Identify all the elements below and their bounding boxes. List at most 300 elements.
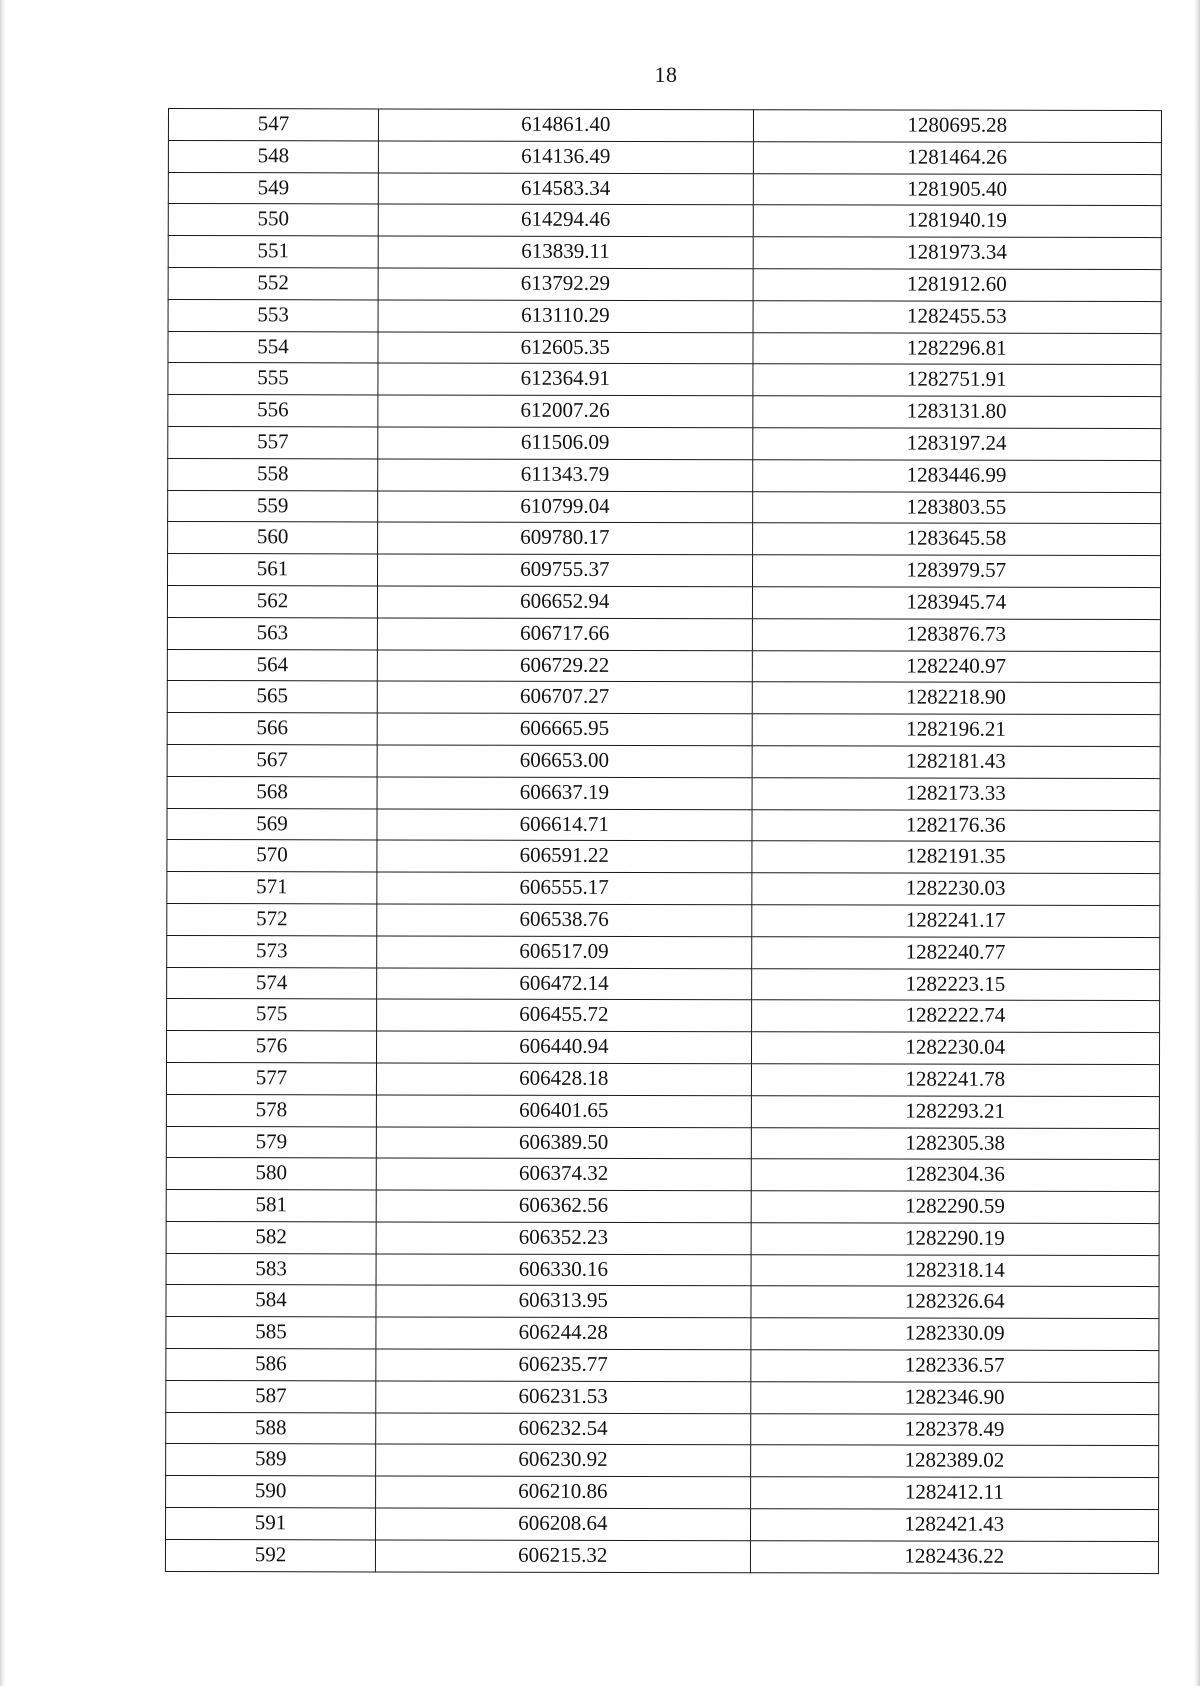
y-coordinate-cell [752, 396, 1160, 429]
point-number-cell [166, 1349, 376, 1381]
table-row [167, 840, 1160, 874]
y-coordinate-cell [752, 777, 1160, 810]
x-coordinate-cell [377, 904, 752, 937]
y-coordinate-cell [750, 1509, 1158, 1542]
y-coordinate-cell [751, 1095, 1159, 1128]
point-number-cell [167, 744, 377, 776]
cell-text: 587 [255, 1383, 287, 1408]
y-coordinate-cell [751, 873, 1159, 906]
cell-text: 558 [256, 460, 289, 486]
cell-text: 611343.79 [520, 461, 610, 486]
cell-text: 606653.00 [519, 747, 610, 772]
cell-text: 606717.66 [520, 620, 610, 645]
coordinate-table [165, 108, 1162, 1574]
x-coordinate-cell [378, 522, 753, 555]
point-number-cell [168, 458, 378, 490]
table-row [168, 236, 1161, 270]
cell-text: 1282181.43 [906, 748, 1006, 773]
cell-text: 560 [256, 524, 289, 549]
point-number-cell [167, 935, 377, 967]
point-number-cell [167, 649, 377, 681]
table-row [167, 585, 1160, 619]
y-coordinate-cell [751, 841, 1159, 874]
cell-text: 606232.54 [518, 1415, 608, 1440]
cell-text: 610799.04 [520, 493, 610, 518]
x-coordinate-cell [376, 1190, 751, 1223]
cell-text: 573 [255, 937, 288, 962]
y-coordinate-cell [751, 936, 1159, 969]
table-row [167, 967, 1160, 1001]
cell-text: 567 [256, 747, 288, 772]
y-coordinate-cell [751, 1223, 1159, 1256]
y-coordinate-cell [753, 205, 1161, 238]
x-coordinate-cell [377, 618, 752, 651]
point-number-cell [166, 1444, 376, 1476]
table-row [167, 617, 1160, 651]
x-coordinate-cell [377, 999, 752, 1032]
point-number-cell [165, 1539, 375, 1571]
point-number-cell [166, 1094, 376, 1126]
cell-text: 614136.49 [521, 143, 611, 168]
x-coordinate-cell [376, 1063, 751, 1096]
x-coordinate-cell [377, 777, 752, 810]
x-coordinate-cell [376, 1381, 751, 1414]
table-row [168, 204, 1161, 238]
cell-text: 606455.72 [519, 1002, 609, 1027]
x-coordinate-cell [377, 967, 752, 1000]
cell-text: 584 [255, 1287, 287, 1312]
cell-text: 552 [257, 270, 289, 295]
x-coordinate-cell [377, 936, 752, 969]
x-coordinate-cell [377, 872, 752, 905]
y-coordinate-cell [752, 809, 1160, 842]
cell-text: 1282196.21 [906, 716, 1006, 741]
scan-edge-right [1194, 0, 1200, 1686]
x-coordinate-cell [378, 204, 753, 237]
table-row [167, 999, 1160, 1033]
cell-text: 1283979.57 [906, 557, 1007, 582]
cell-text: 612605.35 [520, 334, 610, 359]
y-coordinate-cell [753, 110, 1161, 143]
x-coordinate-cell [376, 1476, 751, 1509]
point-number-cell [168, 236, 378, 268]
cell-text: 1282230.03 [905, 875, 1006, 900]
cell-text: 1282230.04 [905, 1034, 1006, 1059]
cell-text: 1281912.60 [907, 271, 1007, 296]
cell-text: 613110.29 [521, 302, 610, 327]
cell-text: 1282318.14 [904, 1257, 1005, 1282]
cell-text: 606330.16 [518, 1256, 609, 1281]
y-coordinate-cell [752, 491, 1160, 524]
point-number-cell [166, 1412, 376, 1444]
table-row [166, 1317, 1159, 1351]
scan-edge-left [0, 0, 6, 1686]
cell-text: 1282296.81 [906, 335, 1007, 360]
cell-text: 557 [257, 429, 289, 454]
y-coordinate-cell [750, 1350, 1158, 1383]
point-number-cell [167, 713, 377, 745]
y-coordinate-cell [751, 1159, 1159, 1192]
cell-text: 565 [256, 683, 289, 708]
point-number-cell [168, 140, 378, 172]
point-number-cell [168, 426, 378, 458]
cell-text: 1282378.49 [904, 1416, 1005, 1441]
cell-text: 1282240.97 [906, 653, 1007, 678]
point-number-cell [166, 1126, 376, 1158]
y-coordinate-cell [753, 173, 1161, 206]
table-row [168, 331, 1161, 365]
cell-text: 574 [255, 969, 288, 994]
point-number-cell [166, 1285, 376, 1317]
cell-text: 570 [256, 842, 288, 867]
y-coordinate-cell [752, 714, 1160, 747]
cell-text: 568 [256, 778, 288, 803]
x-coordinate-cell [378, 109, 753, 142]
y-coordinate-cell [752, 459, 1160, 492]
table-row [166, 1190, 1159, 1224]
cell-text: 1283446.99 [906, 462, 1007, 487]
table-row [166, 1253, 1159, 1287]
cell-text: 1282326.64 [904, 1289, 1005, 1314]
table-row [167, 1031, 1160, 1065]
table-row [168, 522, 1161, 556]
point-number-cell [168, 490, 378, 522]
point-number-cell [168, 204, 378, 236]
cell-text: 606230.92 [518, 1447, 608, 1472]
x-coordinate-cell [378, 459, 753, 492]
x-coordinate-cell [378, 427, 753, 460]
y-coordinate-cell [750, 1445, 1158, 1478]
table-row [168, 109, 1161, 143]
cell-text: 606215.32 [518, 1542, 608, 1567]
x-coordinate-cell [378, 332, 753, 365]
table-row [165, 1539, 1158, 1573]
cell-text: 556 [257, 397, 289, 422]
x-coordinate-cell [377, 713, 752, 746]
cell-text: 1282305.38 [905, 1130, 1006, 1155]
x-coordinate-cell [376, 1222, 751, 1255]
cell-text: 606235.77 [518, 1351, 608, 1377]
cell-text: 613792.29 [520, 270, 611, 295]
table-row [167, 713, 1160, 747]
table-row [166, 1221, 1159, 1255]
table-row [168, 554, 1161, 588]
cell-text: 614583.34 [520, 175, 611, 200]
x-coordinate-cell [378, 554, 753, 587]
table-row [168, 395, 1161, 429]
cell-text: 1283876.73 [906, 621, 1007, 646]
y-coordinate-cell [752, 587, 1160, 620]
cell-text: 1281464.26 [907, 144, 1008, 169]
table-row [166, 1126, 1159, 1160]
table-row [168, 267, 1161, 301]
y-coordinate-cell [751, 1191, 1159, 1224]
cell-text: 566 [256, 715, 289, 740]
x-coordinate-cell [377, 1031, 752, 1064]
table-row [167, 744, 1160, 778]
y-coordinate-cell [753, 332, 1161, 365]
y-coordinate-cell [751, 1286, 1159, 1319]
point-number-cell [168, 395, 378, 427]
cell-text: 563 [256, 619, 289, 645]
point-number-cell [167, 776, 377, 808]
cell-text: 592 [254, 1542, 287, 1567]
cell-text: 606374.32 [518, 1161, 609, 1186]
cell-text: 606538.76 [519, 906, 609, 931]
cell-text: 561 [256, 556, 289, 581]
x-coordinate-cell [377, 840, 752, 873]
table-row [167, 935, 1160, 969]
cell-text: 549 [257, 174, 290, 199]
point-number-cell [166, 1508, 376, 1540]
point-number-cell [167, 1031, 377, 1063]
point-number-cell [168, 299, 378, 331]
cell-text: 1282241.78 [905, 1066, 1006, 1091]
point-number-cell [167, 967, 377, 999]
cell-text: 606652.94 [520, 588, 610, 613]
cell-text: 606665.95 [519, 715, 610, 741]
point-number-cell [168, 363, 378, 395]
cell-text: 1282336.57 [904, 1352, 1005, 1377]
table-row [168, 140, 1161, 174]
table-row [168, 299, 1161, 333]
table-row [168, 172, 1161, 206]
cell-text: 606244.28 [518, 1320, 608, 1345]
x-coordinate-cell [377, 681, 752, 714]
x-coordinate-cell [377, 586, 752, 619]
cell-text: 547 [257, 111, 290, 136]
point-number-cell [167, 585, 377, 617]
y-coordinate-cell [752, 364, 1160, 397]
table-row [167, 681, 1160, 715]
y-coordinate-cell [750, 1318, 1158, 1351]
cell-text: 571 [256, 874, 288, 899]
table-row [166, 1285, 1159, 1319]
point-number-cell [168, 109, 378, 141]
x-coordinate-cell [378, 141, 753, 174]
cell-text: 575 [255, 1001, 288, 1026]
cell-text: 1282389.02 [904, 1448, 1005, 1473]
cell-text: 1283197.24 [906, 430, 1007, 455]
cell-text: 550 [257, 206, 290, 231]
point-number-cell [168, 172, 378, 204]
cell-text: 576 [255, 1033, 288, 1058]
point-number-cell [167, 808, 377, 840]
cell-text: 553 [257, 301, 289, 327]
coordinate-table-body [165, 109, 1161, 1574]
cell-text: 582 [255, 1224, 287, 1249]
y-coordinate-cell [753, 269, 1161, 302]
cell-text: 1281905.40 [907, 176, 1008, 201]
point-number-cell [166, 1158, 376, 1190]
cell-text: 1282173.33 [905, 780, 1006, 805]
cell-text: 606707.27 [519, 684, 610, 709]
cell-text: 1280695.28 [907, 112, 1008, 137]
table-row [166, 1508, 1159, 1542]
table-row [166, 1444, 1159, 1478]
cell-text: 606555.17 [519, 874, 609, 900]
cell-text: 606591.22 [519, 843, 609, 868]
cell-text: 614294.46 [520, 207, 611, 232]
x-coordinate-cell [376, 1126, 751, 1159]
cell-text: 580 [255, 1160, 288, 1185]
y-coordinate-cell [752, 523, 1160, 556]
cell-text: 612007.26 [520, 397, 610, 423]
cell-text: 1281940.19 [907, 207, 1007, 233]
cell-text: 569 [256, 810, 288, 835]
x-coordinate-cell [376, 1508, 751, 1541]
x-coordinate-cell [378, 300, 753, 333]
table-row [168, 363, 1161, 397]
y-coordinate-cell [751, 1254, 1159, 1287]
table-row [166, 1476, 1159, 1510]
table-row [167, 872, 1160, 906]
y-coordinate-cell [750, 1541, 1158, 1574]
cell-text: 1282222.74 [905, 1002, 1006, 1028]
x-coordinate-cell [375, 1540, 750, 1573]
cell-text: 1282751.91 [906, 366, 1007, 392]
y-coordinate-cell [752, 746, 1160, 779]
point-number-cell [168, 331, 378, 363]
cell-text: 1282218.90 [906, 684, 1006, 710]
x-coordinate-cell [378, 268, 753, 301]
point-number-cell [167, 681, 377, 713]
cell-text: 1283131.80 [906, 398, 1007, 423]
cell-text: 554 [257, 333, 289, 358]
x-coordinate-cell [376, 1349, 751, 1382]
cell-text: 1282455.53 [906, 303, 1007, 328]
cell-text: 606389.50 [518, 1129, 609, 1154]
cell-text: 606428.18 [519, 1065, 609, 1090]
cell-text: 1282412.11 [904, 1479, 1004, 1505]
x-coordinate-cell [377, 808, 752, 841]
table-row [166, 1412, 1159, 1446]
y-coordinate-cell [751, 1000, 1159, 1033]
y-coordinate-cell [751, 968, 1159, 1001]
cell-text: 586 [255, 1351, 287, 1376]
point-number-cell [168, 554, 378, 586]
point-number-cell [166, 1221, 376, 1253]
y-coordinate-cell [750, 1382, 1158, 1415]
table-row [167, 808, 1160, 842]
cell-text: 1283803.55 [906, 494, 1007, 519]
cell-text: 559 [256, 492, 289, 517]
cell-text: 572 [256, 906, 288, 931]
cell-text: 606352.23 [518, 1224, 609, 1249]
x-coordinate-cell [378, 395, 753, 428]
y-coordinate-cell [751, 905, 1159, 938]
point-number-cell [167, 999, 377, 1031]
table-row [168, 458, 1161, 492]
y-coordinate-cell [752, 428, 1160, 461]
point-number-cell [166, 1062, 376, 1094]
x-coordinate-cell [376, 1413, 751, 1446]
cell-text: 551 [257, 238, 290, 263]
cell-text: 1282223.15 [905, 971, 1006, 996]
x-coordinate-cell [377, 649, 752, 682]
cell-text: 606313.95 [518, 1288, 608, 1313]
y-coordinate-cell [752, 555, 1160, 588]
cell-text: 588 [254, 1414, 287, 1439]
cell-text: 1282293.21 [905, 1098, 1006, 1123]
y-coordinate-cell [750, 1477, 1158, 1510]
y-coordinate-cell [753, 142, 1161, 175]
cell-text: 562 [256, 588, 289, 613]
cell-text: 591 [254, 1510, 287, 1535]
table-row [166, 1094, 1159, 1128]
y-coordinate-cell [753, 301, 1161, 334]
cell-text: 606517.09 [519, 938, 609, 963]
point-number-cell [166, 1380, 376, 1412]
cell-text: 606362.56 [518, 1192, 609, 1218]
x-coordinate-cell [376, 1158, 751, 1191]
cell-text: 611506.09 [520, 429, 610, 454]
point-number-cell [168, 267, 378, 299]
x-coordinate-cell [376, 1095, 751, 1128]
point-number-cell [166, 1317, 376, 1349]
cell-text: 606614.71 [519, 811, 609, 836]
cell-text: 606401.65 [519, 1097, 609, 1122]
table-row [167, 776, 1160, 810]
cell-text: 613839.11 [521, 238, 610, 264]
y-coordinate-cell [751, 1064, 1159, 1097]
cell-text: 564 [256, 651, 289, 676]
x-coordinate-cell [378, 236, 753, 269]
x-coordinate-cell [376, 1317, 751, 1350]
cell-text: 606472.14 [519, 970, 609, 995]
cell-text: 1283645.58 [906, 525, 1007, 551]
cell-text: 1282436.22 [904, 1543, 1005, 1568]
cell-text: 606440.94 [519, 1033, 609, 1059]
y-coordinate-cell [751, 1127, 1159, 1160]
point-number-cell [167, 617, 377, 649]
cell-text: 1282176.36 [905, 812, 1006, 837]
cell-text: 585 [255, 1319, 287, 1344]
cell-text: 578 [255, 1096, 288, 1121]
cell-text: 1282330.09 [904, 1320, 1005, 1346]
point-number-cell [166, 1190, 376, 1222]
y-coordinate-cell [752, 682, 1160, 715]
point-number-cell [167, 903, 377, 935]
cell-text: 1282241.17 [905, 907, 1006, 932]
x-coordinate-cell [378, 491, 753, 524]
cell-text: 1282290.59 [905, 1193, 1005, 1218]
point-number-cell [166, 1253, 376, 1285]
y-coordinate-cell [751, 1032, 1159, 1065]
cell-text: 606729.22 [519, 652, 610, 677]
cell-text: 1282346.90 [904, 1384, 1005, 1409]
cell-text: 1282240.77 [905, 939, 1006, 964]
cell-text: 606210.86 [518, 1479, 608, 1504]
cell-text: 1282421.43 [904, 1511, 1005, 1536]
y-coordinate-cell [753, 237, 1161, 270]
page-number: 18 [654, 62, 678, 87]
cell-text: 1283945.74 [906, 589, 1007, 614]
table-row [167, 903, 1160, 937]
cell-text: 1282304.36 [905, 1161, 1005, 1187]
table-row [166, 1349, 1159, 1383]
cell-text: 609755.37 [520, 556, 610, 582]
table-row [168, 426, 1161, 460]
cell-text: 577 [255, 1065, 288, 1090]
cell-text: 606637.19 [519, 779, 610, 804]
table-row [166, 1380, 1159, 1414]
cell-text: 548 [257, 142, 290, 168]
cell-text: 606208.64 [518, 1510, 608, 1535]
cell-text: 1282191.35 [905, 843, 1006, 869]
point-number-cell [167, 840, 377, 872]
cell-text: 583 [255, 1255, 287, 1280]
